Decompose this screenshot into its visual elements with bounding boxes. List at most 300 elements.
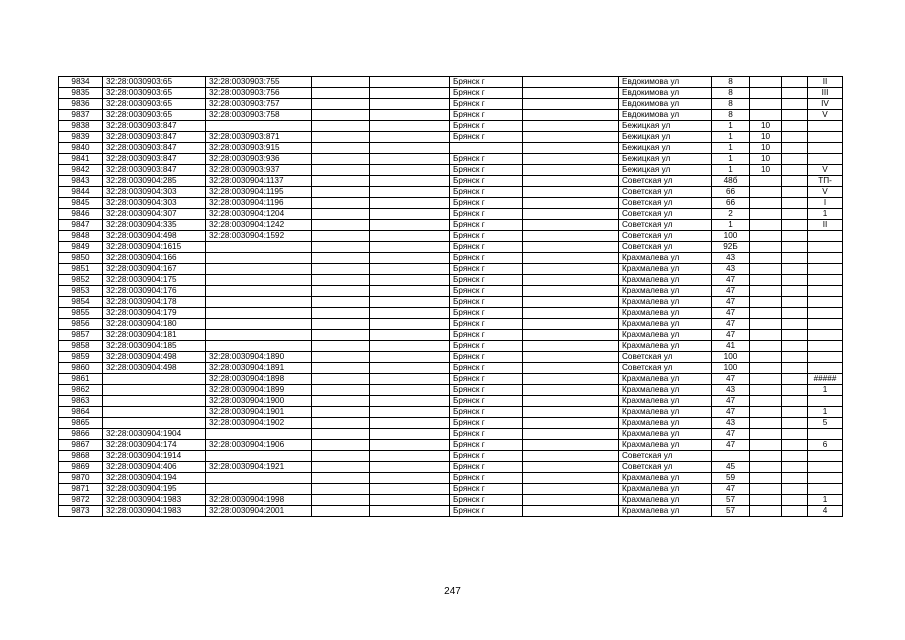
cell-parcel-number: 32:28:0030904:498 xyxy=(103,231,206,242)
cell-col-g xyxy=(523,264,619,275)
cell-col-g xyxy=(523,330,619,341)
cell-col-g xyxy=(523,88,619,99)
cell-city: Брянск г xyxy=(450,330,523,341)
cell-object-number xyxy=(206,484,312,495)
cell-street: Крахмалева ул xyxy=(619,374,712,385)
cell-col-e xyxy=(370,440,450,451)
cell-row-number: 9838 xyxy=(59,121,103,132)
cell-street: Советская ул xyxy=(619,231,712,242)
cell-parcel-number: 32:28:0030904:303 xyxy=(103,198,206,209)
cell-apartment: 1 xyxy=(808,385,843,396)
cell-building xyxy=(750,484,782,495)
cell-object-number: 32:28:0030904:1890 xyxy=(206,352,312,363)
cell-col-d xyxy=(312,440,370,451)
cell-street: Советская ул xyxy=(619,352,712,363)
table-body xyxy=(59,77,843,517)
cell-col-g xyxy=(523,242,619,253)
cell-apartment xyxy=(808,275,843,286)
cell-col-g xyxy=(523,451,619,462)
cell-apartment xyxy=(808,429,843,440)
cell-building xyxy=(750,286,782,297)
cell-col-d xyxy=(312,198,370,209)
cell-col-e xyxy=(370,462,450,473)
table-row xyxy=(59,407,843,418)
table-row xyxy=(59,429,843,440)
cell-parcel-number: 32:28:0030903:65 xyxy=(103,99,206,110)
table-row xyxy=(59,176,843,187)
cell-city: Брянск г xyxy=(450,363,523,374)
cell-object-number: 32:28:0030904:1899 xyxy=(206,385,312,396)
cell-col-k xyxy=(782,77,808,88)
cell-col-d xyxy=(312,506,370,517)
cell-col-g xyxy=(523,484,619,495)
cell-col-k xyxy=(782,154,808,165)
cell-col-e xyxy=(370,198,450,209)
cell-house: 57 xyxy=(712,495,750,506)
cell-apartment: 1 xyxy=(808,209,843,220)
cell-object-number: 32:28:0030903:937 xyxy=(206,165,312,176)
table-row xyxy=(59,165,843,176)
cell-street: Крахмалева ул xyxy=(619,473,712,484)
table-row xyxy=(59,132,843,143)
cell-col-k xyxy=(782,110,808,121)
cell-object-number xyxy=(206,121,312,132)
cell-house: 1 xyxy=(712,121,750,132)
cell-street: Советская ул xyxy=(619,209,712,220)
cell-col-d xyxy=(312,143,370,154)
cell-house: 100 xyxy=(712,363,750,374)
cell-parcel-number: 32:28:0030904:303 xyxy=(103,187,206,198)
cell-house: 1 xyxy=(712,132,750,143)
cell-row-number: 9869 xyxy=(59,462,103,473)
cell-street: Бежицкая ул xyxy=(619,165,712,176)
cell-house: 45 xyxy=(712,462,750,473)
cell-col-g xyxy=(523,440,619,451)
cell-col-e xyxy=(370,341,450,352)
cell-col-g xyxy=(523,429,619,440)
cell-col-k xyxy=(782,88,808,99)
cell-building xyxy=(750,429,782,440)
cell-street: Бежицкая ул xyxy=(619,143,712,154)
cell-col-k xyxy=(782,484,808,495)
cell-apartment xyxy=(808,363,843,374)
table-row xyxy=(59,121,843,132)
table-row xyxy=(59,396,843,407)
cell-street: Советская ул xyxy=(619,462,712,473)
cell-house: 43 xyxy=(712,253,750,264)
cell-house: 43 xyxy=(712,385,750,396)
table-row xyxy=(59,341,843,352)
cell-building xyxy=(750,220,782,231)
cell-apartment xyxy=(808,484,843,495)
cell-col-d xyxy=(312,176,370,187)
cell-col-e xyxy=(370,209,450,220)
cell-col-d xyxy=(312,209,370,220)
cell-street: Крахмалева ул xyxy=(619,308,712,319)
cell-city: Брянск г xyxy=(450,209,523,220)
cell-col-e xyxy=(370,308,450,319)
cell-city: Брянск г xyxy=(450,286,523,297)
cell-col-g xyxy=(523,77,619,88)
cell-apartment xyxy=(808,341,843,352)
table-row xyxy=(59,77,843,88)
table-row xyxy=(59,506,843,517)
cell-col-k xyxy=(782,121,808,132)
cell-street: Крахмалева ул xyxy=(619,418,712,429)
cell-row-number: 9872 xyxy=(59,495,103,506)
cell-parcel-number: 32:28:0030904:185 xyxy=(103,341,206,352)
cell-building xyxy=(750,506,782,517)
cell-col-d xyxy=(312,242,370,253)
cell-apartment xyxy=(808,121,843,132)
cell-object-number: 32:28:0030903:758 xyxy=(206,110,312,121)
cell-apartment xyxy=(808,143,843,154)
cell-row-number: 9844 xyxy=(59,187,103,198)
cell-apartment: I xyxy=(808,198,843,209)
cell-apartment xyxy=(808,462,843,473)
cell-apartment: ##### xyxy=(808,374,843,385)
cell-col-g xyxy=(523,165,619,176)
table-row xyxy=(59,187,843,198)
cell-object-number xyxy=(206,451,312,462)
cell-row-number: 9845 xyxy=(59,198,103,209)
cell-city: Брянск г xyxy=(450,253,523,264)
cell-building xyxy=(750,418,782,429)
cell-city: Брянск г xyxy=(450,506,523,517)
cell-col-g xyxy=(523,407,619,418)
cell-street: Крахмалева ул xyxy=(619,495,712,506)
cell-object-number: 32:28:0030903:756 xyxy=(206,88,312,99)
cell-house xyxy=(712,451,750,462)
cell-city: Брянск г xyxy=(450,220,523,231)
cell-col-d xyxy=(312,187,370,198)
table-row xyxy=(59,231,843,242)
cell-col-g xyxy=(523,396,619,407)
cell-col-e xyxy=(370,99,450,110)
cell-apartment: 1 xyxy=(808,495,843,506)
cell-col-d xyxy=(312,495,370,506)
cell-col-d xyxy=(312,352,370,363)
cell-row-number: 9870 xyxy=(59,473,103,484)
cell-street: Крахмалева ул xyxy=(619,319,712,330)
cell-street: Советская ул xyxy=(619,187,712,198)
cell-building xyxy=(750,462,782,473)
cell-street: Бежицкая ул xyxy=(619,154,712,165)
cell-city: Брянск г xyxy=(450,176,523,187)
cell-parcel-number: 32:28:0030903:847 xyxy=(103,132,206,143)
cell-street: Евдокимова ул xyxy=(619,110,712,121)
cell-row-number: 9868 xyxy=(59,451,103,462)
cell-col-k xyxy=(782,220,808,231)
cell-house: 47 xyxy=(712,374,750,385)
cell-col-k xyxy=(782,132,808,143)
cell-parcel-number: 32:28:0030903:65 xyxy=(103,110,206,121)
cell-house: 1 xyxy=(712,220,750,231)
cell-col-d xyxy=(312,121,370,132)
cell-col-g xyxy=(523,341,619,352)
table-row xyxy=(59,363,843,374)
table-row xyxy=(59,154,843,165)
cell-col-g xyxy=(523,385,619,396)
cell-city: Брянск г xyxy=(450,385,523,396)
cell-parcel-number: 32:28:0030904:178 xyxy=(103,297,206,308)
cell-object-number xyxy=(206,275,312,286)
cell-col-k xyxy=(782,264,808,275)
cell-col-g xyxy=(523,198,619,209)
cell-city: Брянск г xyxy=(450,462,523,473)
table-row xyxy=(59,374,843,385)
cell-parcel-number: 32:28:0030904:1904 xyxy=(103,429,206,440)
cell-apartment xyxy=(808,330,843,341)
table-row xyxy=(59,209,843,220)
cell-col-d xyxy=(312,451,370,462)
cell-object-number xyxy=(206,308,312,319)
cell-col-e xyxy=(370,220,450,231)
cell-building xyxy=(750,341,782,352)
cell-col-k xyxy=(782,198,808,209)
cell-object-number: 32:28:0030904:1592 xyxy=(206,231,312,242)
cell-street: Советская ул xyxy=(619,220,712,231)
cell-city: Брянск г xyxy=(450,308,523,319)
cell-parcel-number xyxy=(103,418,206,429)
cell-col-k xyxy=(782,308,808,319)
cell-apartment xyxy=(808,319,843,330)
cell-house: 1 xyxy=(712,154,750,165)
cell-object-number: 32:28:0030904:1891 xyxy=(206,363,312,374)
cell-col-k xyxy=(782,473,808,484)
cell-apartment: V xyxy=(808,165,843,176)
cell-col-d xyxy=(312,297,370,308)
cell-object-number: 32:28:0030904:1921 xyxy=(206,462,312,473)
cell-col-k xyxy=(782,374,808,385)
cell-parcel-number xyxy=(103,407,206,418)
cell-object-number: 32:28:0030903:757 xyxy=(206,99,312,110)
cell-building xyxy=(750,88,782,99)
cell-col-k xyxy=(782,99,808,110)
cell-row-number: 9847 xyxy=(59,220,103,231)
cell-col-k xyxy=(782,429,808,440)
cell-city: Брянск г xyxy=(450,418,523,429)
cell-row-number: 9871 xyxy=(59,484,103,495)
cell-row-number: 9861 xyxy=(59,374,103,385)
cell-apartment xyxy=(808,264,843,275)
cell-col-d xyxy=(312,418,370,429)
cell-object-number xyxy=(206,473,312,484)
cell-col-d xyxy=(312,396,370,407)
cell-col-d xyxy=(312,462,370,473)
cell-house: 47 xyxy=(712,286,750,297)
cell-row-number: 9857 xyxy=(59,330,103,341)
cell-col-d xyxy=(312,286,370,297)
cell-street: Крахмалева ул xyxy=(619,385,712,396)
cell-street: Крахмалева ул xyxy=(619,286,712,297)
cell-house: 47 xyxy=(712,484,750,495)
cell-col-g xyxy=(523,462,619,473)
cell-col-e xyxy=(370,110,450,121)
cell-building xyxy=(750,407,782,418)
cell-col-d xyxy=(312,308,370,319)
cell-building xyxy=(750,330,782,341)
cell-parcel-number: 32:28:0030903:847 xyxy=(103,154,206,165)
cell-house: 47 xyxy=(712,308,750,319)
cell-object-number xyxy=(206,319,312,330)
cell-col-d xyxy=(312,253,370,264)
cell-city: Брянск г xyxy=(450,77,523,88)
cell-object-number: 32:28:0030904:1898 xyxy=(206,374,312,385)
cell-city: Брянск г xyxy=(450,198,523,209)
cell-col-e xyxy=(370,374,450,385)
cell-city: Брянск г xyxy=(450,341,523,352)
cell-building xyxy=(750,77,782,88)
cell-parcel-number: 32:28:0030904:1615 xyxy=(103,242,206,253)
table-row xyxy=(59,198,843,209)
cell-apartment xyxy=(808,451,843,462)
cell-building xyxy=(750,99,782,110)
cell-parcel-number: 32:28:0030903:847 xyxy=(103,143,206,154)
cell-city: Брянск г xyxy=(450,242,523,253)
cell-street: Бежицкая ул xyxy=(619,132,712,143)
cell-city: Брянск г xyxy=(450,451,523,462)
cell-col-g xyxy=(523,352,619,363)
cell-col-e xyxy=(370,231,450,242)
cell-apartment xyxy=(808,352,843,363)
cell-row-number: 9864 xyxy=(59,407,103,418)
table-row xyxy=(59,275,843,286)
cell-col-e xyxy=(370,176,450,187)
cell-building xyxy=(750,385,782,396)
cell-row-number: 9860 xyxy=(59,363,103,374)
cell-parcel-number: 32:28:0030904:335 xyxy=(103,220,206,231)
cell-col-d xyxy=(312,165,370,176)
cell-city: Брянск г xyxy=(450,264,523,275)
cell-street: Крахмалева ул xyxy=(619,275,712,286)
cell-col-d xyxy=(312,429,370,440)
cell-street: Крахмалева ул xyxy=(619,484,712,495)
cell-street: Евдокимова ул xyxy=(619,99,712,110)
cell-col-e xyxy=(370,154,450,165)
cell-col-d xyxy=(312,231,370,242)
cell-city: Брянск г xyxy=(450,484,523,495)
cell-col-d xyxy=(312,374,370,385)
cell-col-e xyxy=(370,264,450,275)
cell-parcel-number: 32:28:0030904:406 xyxy=(103,462,206,473)
cell-parcel-number: 32:28:0030904:180 xyxy=(103,319,206,330)
cell-parcel-number: 32:28:0030904:1914 xyxy=(103,451,206,462)
cell-apartment: V xyxy=(808,187,843,198)
cell-col-g xyxy=(523,220,619,231)
cell-street: Советская ул xyxy=(619,451,712,462)
cell-city: Брянск г xyxy=(450,407,523,418)
cell-city: Брянск г xyxy=(450,297,523,308)
cell-apartment: III xyxy=(808,88,843,99)
cell-col-d xyxy=(312,220,370,231)
cell-city: Брянск г xyxy=(450,88,523,99)
table-row xyxy=(59,297,843,308)
cell-col-d xyxy=(312,110,370,121)
cell-row-number: 9849 xyxy=(59,242,103,253)
cell-row-number: 9863 xyxy=(59,396,103,407)
cell-house: 8 xyxy=(712,77,750,88)
cell-col-g xyxy=(523,209,619,220)
cell-city: Брянск г xyxy=(450,231,523,242)
cell-col-e xyxy=(370,330,450,341)
cell-house: 100 xyxy=(712,352,750,363)
cell-col-k xyxy=(782,352,808,363)
cell-object-number: 32:28:0030904:1900 xyxy=(206,396,312,407)
cell-object-number xyxy=(206,286,312,297)
cell-house: 48б xyxy=(712,176,750,187)
cell-house: 47 xyxy=(712,407,750,418)
cell-col-d xyxy=(312,363,370,374)
table-row xyxy=(59,242,843,253)
cell-col-k xyxy=(782,286,808,297)
cell-street: Крахмалева ул xyxy=(619,330,712,341)
cell-house: 47 xyxy=(712,396,750,407)
page-number: 247 xyxy=(444,586,461,597)
cell-house: 47 xyxy=(712,429,750,440)
table-row xyxy=(59,88,843,99)
cell-building xyxy=(750,275,782,286)
cell-col-d xyxy=(312,319,370,330)
cell-street: Советская ул xyxy=(619,198,712,209)
cell-col-d xyxy=(312,341,370,352)
cell-row-number: 9859 xyxy=(59,352,103,363)
cell-object-number xyxy=(206,242,312,253)
table-row xyxy=(59,352,843,363)
cell-col-e xyxy=(370,506,450,517)
cell-parcel-number: 32:28:0030904:174 xyxy=(103,440,206,451)
cell-object-number xyxy=(206,429,312,440)
cell-object-number: 32:28:0030904:1196 xyxy=(206,198,312,209)
cell-street: Крахмалева ул xyxy=(619,506,712,517)
cell-apartment xyxy=(808,473,843,484)
cell-city: Брянск г xyxy=(450,396,523,407)
cell-col-d xyxy=(312,77,370,88)
cell-row-number: 9839 xyxy=(59,132,103,143)
cell-col-k xyxy=(782,231,808,242)
cell-parcel-number xyxy=(103,374,206,385)
cell-row-number: 9853 xyxy=(59,286,103,297)
cell-apartment: 1 xyxy=(808,407,843,418)
cell-city: Брянск г xyxy=(450,110,523,121)
cell-row-number: 9866 xyxy=(59,429,103,440)
cell-building xyxy=(750,352,782,363)
cell-building xyxy=(750,176,782,187)
cell-col-d xyxy=(312,132,370,143)
cell-col-g xyxy=(523,473,619,484)
cell-col-k xyxy=(782,275,808,286)
cell-house: 92Б xyxy=(712,242,750,253)
cell-apartment: V xyxy=(808,110,843,121)
cell-building xyxy=(750,264,782,275)
cell-street: Крахмалева ул xyxy=(619,264,712,275)
table-row xyxy=(59,330,843,341)
cell-row-number: 9856 xyxy=(59,319,103,330)
cell-house: 47 xyxy=(712,330,750,341)
cell-apartment xyxy=(808,242,843,253)
cell-street: Крахмалева ул xyxy=(619,341,712,352)
cell-building xyxy=(750,110,782,121)
cell-col-d xyxy=(312,88,370,99)
cell-col-k xyxy=(782,462,808,473)
cell-col-k xyxy=(782,506,808,517)
cell-col-g xyxy=(523,121,619,132)
cell-building: 10 xyxy=(750,132,782,143)
cell-col-e xyxy=(370,352,450,363)
cell-parcel-number: 32:28:0030904:498 xyxy=(103,363,206,374)
cell-col-g xyxy=(523,506,619,517)
cell-parcel-number: 32:28:0030904:181 xyxy=(103,330,206,341)
